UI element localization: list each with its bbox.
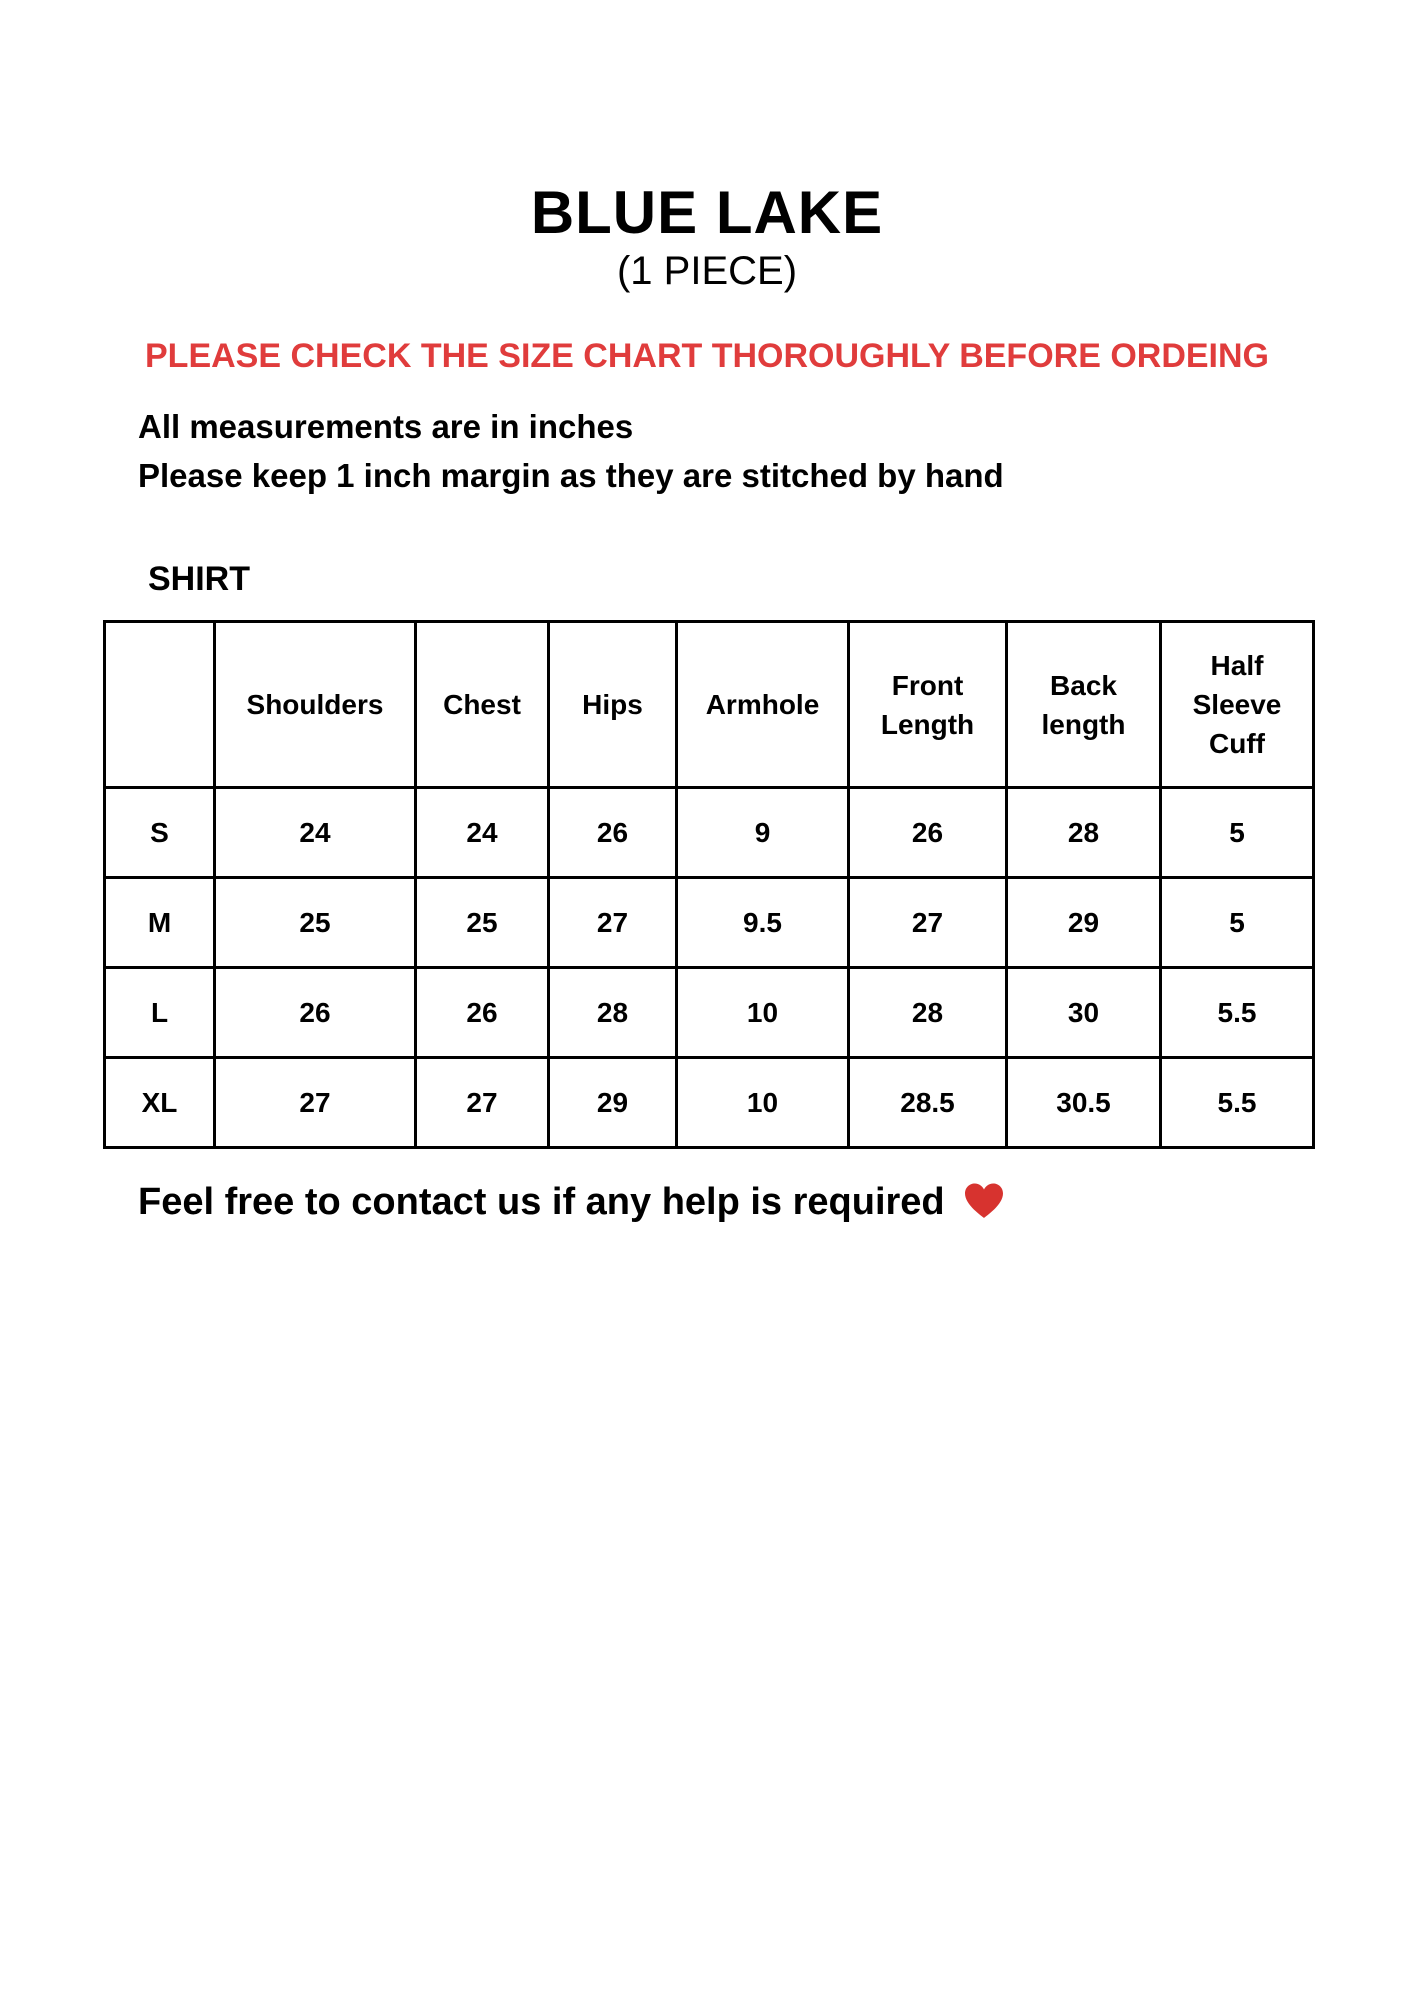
size-label: L xyxy=(105,968,215,1058)
measurement-units-note: All measurements are in inches xyxy=(138,408,634,445)
table-cell: 5.5 xyxy=(1161,1058,1314,1148)
table-cell: 30.5 xyxy=(1007,1058,1161,1148)
table-cell: 26 xyxy=(215,968,416,1058)
heart-icon-graphic xyxy=(963,1182,1005,1220)
table-cell: 28.5 xyxy=(849,1058,1007,1148)
table-cell: 25 xyxy=(416,878,549,968)
table-cell: 10 xyxy=(677,968,849,1058)
table-cell: 29 xyxy=(1007,878,1161,968)
table-cell: 26 xyxy=(416,968,549,1058)
column-header-back-length: Back length xyxy=(1007,622,1161,788)
contact-footer-text: Feel free to contact us if any help is required xyxy=(138,1181,945,1223)
table-header-row xyxy=(105,622,1314,788)
size-label: S xyxy=(105,788,215,878)
table-cell: 5.5 xyxy=(1161,968,1314,1058)
table-row xyxy=(105,788,1314,878)
table-row xyxy=(105,968,1314,1058)
column-header-chest: Chest xyxy=(416,622,549,788)
column-header-hips: Hips xyxy=(549,622,677,788)
size-chart-table xyxy=(103,620,1315,1149)
table-cell: 29 xyxy=(549,1058,677,1148)
column-header-front-length: Front Length xyxy=(849,622,1007,788)
table-cell: 28 xyxy=(549,968,677,1058)
table-cell: 27 xyxy=(215,1058,416,1148)
column-header-shoulders: Shoulders xyxy=(215,622,416,788)
column-header-size xyxy=(105,622,215,788)
column-header-armhole: Armhole xyxy=(677,622,849,788)
table-cell: 28 xyxy=(849,968,1007,1058)
table-row xyxy=(105,1058,1314,1148)
margin-note: Please keep 1 inch margin as they are stitched by hand xyxy=(138,457,1004,494)
page-subtitle: (1 PIECE) xyxy=(616,249,798,293)
table-cell: 5 xyxy=(1161,788,1314,878)
table-cell: 24 xyxy=(416,788,549,878)
table-cell: 27 xyxy=(416,1058,549,1148)
contact-footer xyxy=(138,1178,1005,1226)
table-cell: 9 xyxy=(677,788,849,878)
size-chart-warning: PLEASE CHECK THE SIZE CHART THOROUGHLY BEFORE ORDEING xyxy=(145,337,1269,375)
table-cell: 28 xyxy=(1007,788,1161,878)
table-cell: 27 xyxy=(549,878,677,968)
table-cell: 26 xyxy=(549,788,677,878)
column-header-half-sleeve-cuff: Half Sleeve Cuff xyxy=(1161,622,1314,788)
section-label-shirt: SHIRT xyxy=(148,560,250,598)
table-cell: 26 xyxy=(849,788,1007,878)
size-label: XL xyxy=(105,1058,215,1148)
table-cell: 24 xyxy=(215,788,416,878)
table-cell: 30 xyxy=(1007,968,1161,1058)
table-cell: 10 xyxy=(677,1058,849,1148)
heart-icon xyxy=(963,1182,1005,1220)
table-row xyxy=(105,878,1314,968)
table-cell: 25 xyxy=(215,878,416,968)
page-title: BLUE LAKE xyxy=(530,179,884,246)
table-cell: 9.5 xyxy=(677,878,849,968)
table-cell: 27 xyxy=(849,878,1007,968)
table-cell: 5 xyxy=(1161,878,1314,968)
size-label: M xyxy=(105,878,215,968)
